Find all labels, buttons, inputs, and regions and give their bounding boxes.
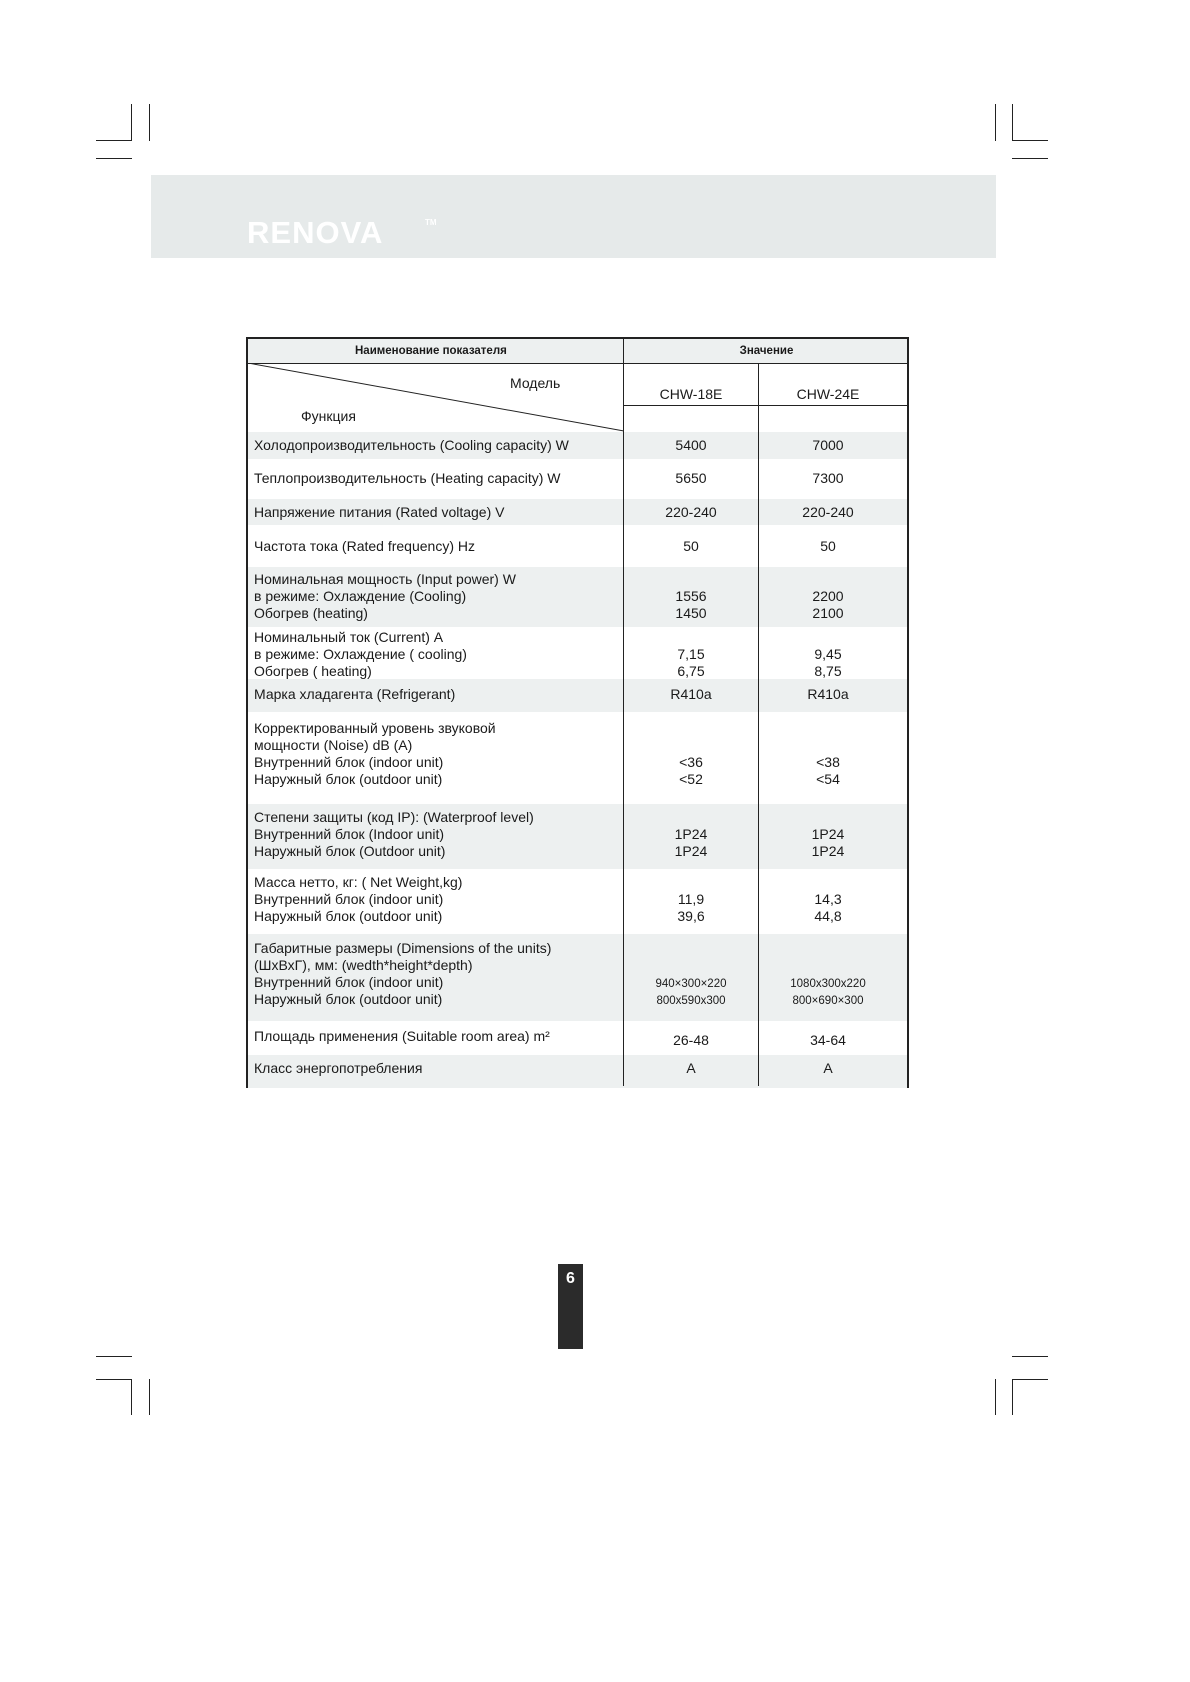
parameter-label: Наружный блок (outdoor unit) <box>254 908 443 924</box>
parameter-label: Внутренний блок (indoor unit) <box>254 891 444 907</box>
parameter-label: Номинальная мощность (Input power) W <box>254 571 516 587</box>
value-cell: <36 <box>679 754 703 770</box>
parameter-label: Корректированный уровень звуковой <box>254 720 496 736</box>
value-cell: <38 <box>816 754 840 770</box>
model-name: CHW-24E <box>796 386 860 402</box>
value-cell: 1080x300x220 <box>790 978 866 990</box>
value-cell: 34-64 <box>810 1032 846 1048</box>
value-cell: 8,75 <box>814 663 842 679</box>
table-row <box>248 679 907 712</box>
value-cell: 220-240 <box>802 504 854 520</box>
parameter-label: Масса нетто, кг: ( Net Weight,kg) <box>254 874 463 890</box>
crop-mark <box>96 1356 132 1357</box>
header-value: Значение <box>739 345 794 357</box>
value-cell: A <box>686 1060 696 1076</box>
crop-mark <box>995 104 996 141</box>
parameter-label: Марка хладагента (Refrigerant) <box>254 686 456 702</box>
page-number: 6 <box>558 1264 583 1349</box>
value-cell: 2100 <box>812 605 844 621</box>
value-cell: <54 <box>816 771 840 787</box>
table-row <box>248 459 907 499</box>
trademark-mark: TM <box>425 218 437 227</box>
table-row <box>248 712 907 804</box>
table-row <box>248 567 907 627</box>
value-cell: 44,8 <box>814 908 842 924</box>
value-cell: 1P24 <box>811 843 845 859</box>
table-row <box>248 934 907 1021</box>
value-cell: 14,3 <box>814 891 842 907</box>
value-cell: 1P24 <box>674 826 708 842</box>
table-row <box>248 869 907 934</box>
crop-mark <box>131 104 132 141</box>
diag-function-label: Функция <box>301 408 356 424</box>
value-cell: 800×690×300 <box>792 995 864 1007</box>
value-cell: 1556 <box>675 588 707 604</box>
value-cell: 800x590x300 <box>656 995 726 1007</box>
value-cell: 50 <box>820 538 836 554</box>
parameter-label: мощности (Noise) dB (A) <box>254 737 413 753</box>
table-row <box>248 1021 907 1055</box>
table-row <box>248 432 907 459</box>
value-cell: 7000 <box>812 437 844 453</box>
parameter-label: (ШхВхГ), мм: (wedth*height*depth) <box>254 957 473 973</box>
value-cell: 7300 <box>812 470 844 486</box>
crop-mark <box>1012 104 1013 141</box>
crop-mark <box>995 1379 996 1415</box>
model-underline <box>624 405 907 406</box>
column-divider <box>758 363 759 1086</box>
parameter-label: в режиме: Охлаждение ( cooling) <box>254 646 467 662</box>
parameter-label: Теплопроизводительность (Heating capacity) W <box>254 470 561 486</box>
table-row <box>248 525 907 567</box>
value-cell: R410a <box>670 686 712 702</box>
value-cell: 220-240 <box>665 504 717 520</box>
value-cell: 39,6 <box>677 908 705 924</box>
crop-mark <box>1012 1379 1013 1415</box>
parameter-label: Наружный блок (outdoor unit) <box>254 991 443 1007</box>
parameter-label: Обогрев (heating) <box>254 605 368 621</box>
value-cell: 6,75 <box>677 663 705 679</box>
crop-mark <box>149 1379 150 1415</box>
table-row <box>248 499 907 525</box>
crop-mark <box>1012 158 1048 159</box>
parameter-label: Внутренний блок (indoor unit) <box>254 974 444 990</box>
parameter-label: Частота тока (Rated frequency) Hz <box>254 538 475 554</box>
brand-logo: RENOVA <box>247 215 384 250</box>
model-name: CHW-18E <box>659 386 723 402</box>
value-cell: 1P24 <box>811 826 845 842</box>
crop-mark <box>149 104 150 141</box>
value-cell: 5650 <box>675 470 707 486</box>
crop-mark <box>96 1379 132 1380</box>
crop-mark <box>96 158 132 159</box>
value-cell: <52 <box>679 771 703 787</box>
parameter-label: в режиме: Охлаждение (Cooling) <box>254 588 467 604</box>
parameter-label: Наружный блок (outdoor unit) <box>254 771 443 787</box>
parameter-label: Габаритные размеры (Dimensions of the units) <box>254 940 552 956</box>
parameter-label: Степени защиты (код IP): (Waterproof level) <box>254 809 534 825</box>
value-cell: 5400 <box>675 437 707 453</box>
parameter-label: Напряжение питания (Rated voltage) V <box>254 504 505 520</box>
crop-mark <box>1012 1356 1048 1357</box>
crop-mark <box>96 140 132 141</box>
parameter-label: Класс энергопотребления <box>254 1060 423 1076</box>
value-cell: 2200 <box>812 588 844 604</box>
crop-mark <box>1012 1379 1048 1380</box>
crop-mark <box>1012 140 1048 141</box>
parameter-label: Наружный блок (Outdoor unit) <box>254 843 446 859</box>
value-cell: 1450 <box>675 605 707 621</box>
parameter-label: Площадь применения (Suitable room area) m² <box>254 1028 550 1044</box>
header-parameter: Наименование показателя <box>355 345 507 357</box>
column-divider <box>623 339 624 1086</box>
value-cell: 940×300×220 <box>655 978 727 990</box>
table-row <box>248 804 907 869</box>
table-header-row <box>248 339 907 364</box>
value-cell: R410a <box>807 686 849 702</box>
table-row <box>248 627 907 679</box>
parameter-label: Обогрев ( heating) <box>254 663 372 679</box>
crop-mark <box>131 1379 132 1415</box>
parameter-label: Внутренний блок (Indoor unit) <box>254 826 445 842</box>
header-band <box>151 175 996 258</box>
value-cell: 9,45 <box>814 646 842 662</box>
parameter-label: Внутренний блок (indoor unit) <box>254 754 444 770</box>
value-cell: 7,15 <box>677 646 705 662</box>
value-cell: 50 <box>683 538 699 554</box>
parameter-label: Холодопроизводительность (Cooling capacity) W <box>254 437 569 453</box>
diag-model-label: Модель <box>510 375 561 391</box>
value-cell: 1P24 <box>674 843 708 859</box>
table-row <box>248 1055 907 1088</box>
spec-table <box>246 337 909 1088</box>
parameter-label: Номинальный ток (Current) A <box>254 629 444 645</box>
value-cell: A <box>823 1060 833 1076</box>
value-cell: 11,9 <box>677 891 705 907</box>
value-cell: 26-48 <box>673 1032 709 1048</box>
